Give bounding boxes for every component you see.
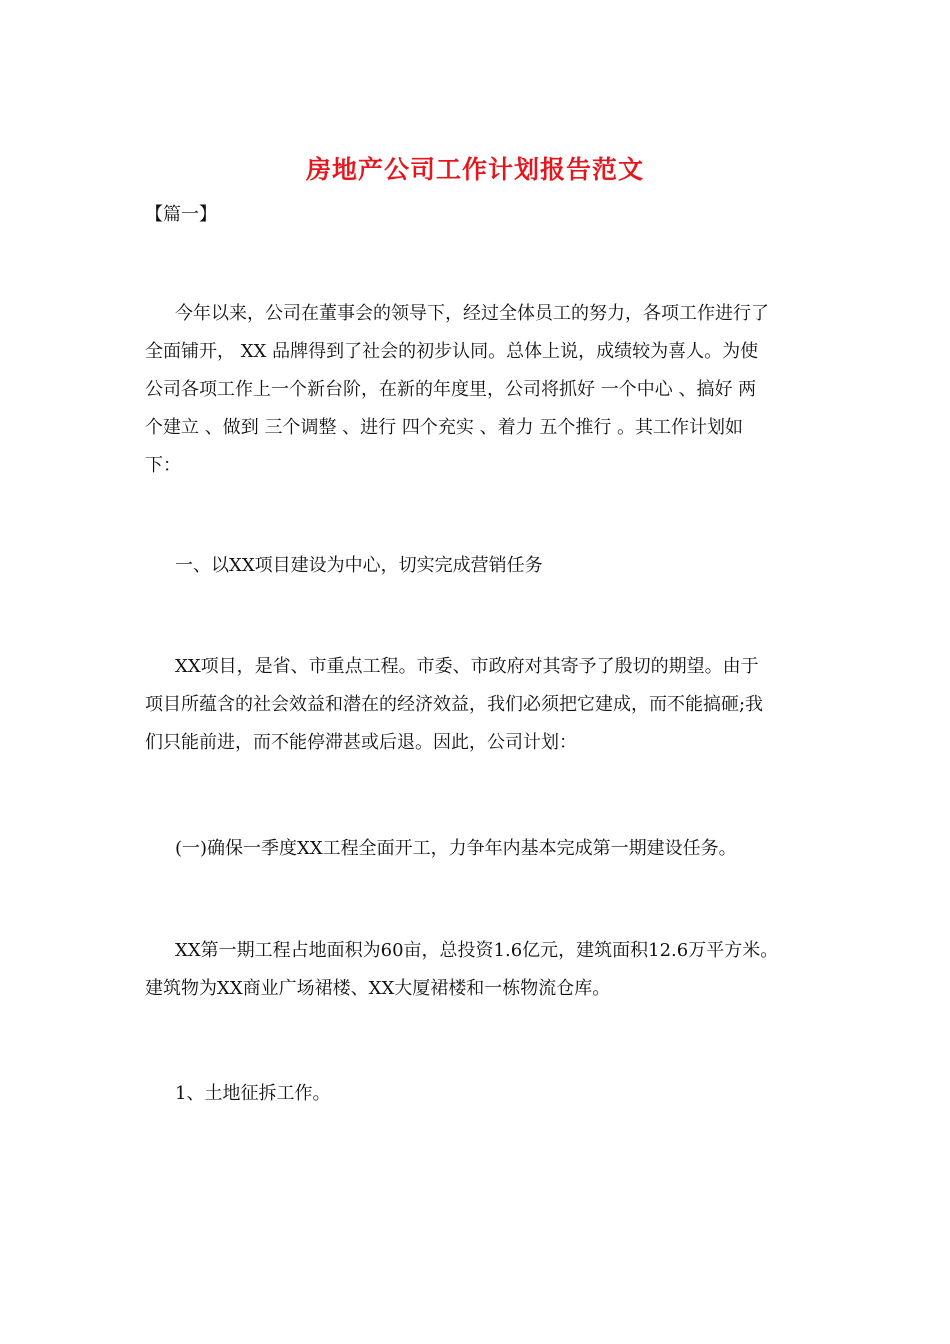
paragraph-line: XX项目，是省、市重点工程。市委、市政府对其寄予了殷切的期望。由于	[175, 656, 759, 677]
subheading-one	[145, 830, 825, 868]
paragraph-line: 项目所蕴含的社会效益和潜在的经济效益，我们必须把它建成，而不能搞砸;我	[145, 694, 764, 715]
paragraph-line: 下：	[145, 455, 181, 476]
subheading-text: (一)确保一季度XX工程全面开工，力争年内基本完成第一期建设任务。	[175, 838, 737, 859]
item-one	[145, 1075, 825, 1113]
intro-paragraph	[145, 295, 825, 485]
paragraph-line: 们只能前进，而不能停滞甚或后退。因此，公司计划：	[145, 732, 577, 753]
paragraph-line: XX第一期工程占地面积为60亩，总投资1.6亿元，建筑面积12.6万平方米。	[175, 940, 779, 961]
paragraph-line: 建筑物为XX商业广场裙楼、XX大厦裙楼和一栋物流仓库。	[145, 978, 611, 999]
heading-one	[145, 547, 825, 585]
paragraph-line: 今年以来，公司在董事会的领导下，经过全体员工的努力，各项工作进行了	[175, 303, 769, 324]
paragraph-line: 个建立 、做到 三个调整 、进行 四个充实 、着力 五个推行 。其工作计划如	[145, 417, 744, 438]
heading-text: 一、以XX项目建设为中心，切实完成营销任务	[175, 555, 543, 576]
phase-one-paragraph	[145, 932, 825, 1008]
item-text: 1、土地征拆工作。	[175, 1083, 331, 1104]
section-tag: 【篇一】	[145, 204, 217, 225]
project-paragraph	[145, 648, 825, 762]
paragraph-line: 公司各项工作上一个新台阶，在新的年度里，公司将抓好 一个中心 、搞好 两	[145, 379, 757, 400]
document-title: 房地产公司工作计划报告范文	[305, 155, 644, 184]
paragraph-line: 全面铺开， XX 品牌得到了社会的初步认同。总体上说，成绩较为喜人。为使	[145, 341, 759, 362]
